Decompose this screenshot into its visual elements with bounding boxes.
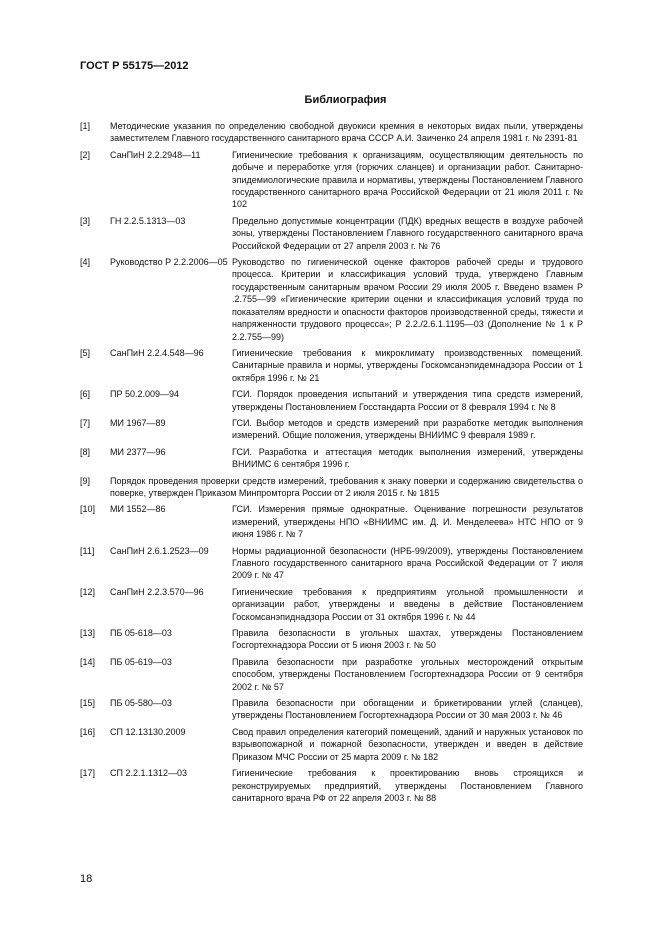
- bibliography-entry: [80, 697, 583, 722]
- entry-text: Предельно допустимые концентрации (ПДК) вредных веществ в воздухе рабочей зоны, утверждены Постановлением Главного государственного санитарного врача Российской Федерации от 27 апреля 2003 г. № 76: [232, 215, 583, 251]
- bibliography-entry: [80, 347, 583, 384]
- bibliography-entry: [80, 417, 583, 442]
- bibliography-entry: [80, 215, 583, 252]
- entry-text: ГСИ. Порядок проведения испытаний и утверждения типа средств измерений, утверждены Постановлением Госстандарта России от 8 февраля 1994 г. № 8: [232, 389, 583, 412]
- bibliography-title: Библиография: [304, 94, 387, 106]
- entry-text: Правила безопасности при разработке угольных месторождений открытым способом, утверждены Постановлением Госгортехнадзора России от 9 сентября 2002 г. № 57: [232, 656, 583, 692]
- entry-number: [17]: [80, 768, 96, 779]
- entry-text: Гигиенические требования к организациям, осуществляющим деятельность по добыче и переработке угля (горючих сланцев) и организации работ. Санитарно-эпидемиологические правила и нормативы, утверждены Постановлением Главного государственного санитарного врача Российской Федерации от 21 июля 2011 г. № 102: [232, 149, 583, 210]
- entry-number: [3]: [80, 215, 91, 226]
- bibliography-entry: [80, 656, 583, 693]
- entry-number: [8]: [80, 446, 91, 457]
- bibliography-entry: [80, 627, 583, 652]
- entry-text: Гигиенические требования к предприятиям угольной промышленности и организации работ, утверждены и введены в действие Постановлением Госкомсанэпиднадзора России от 31 октября 1996 г. № 44: [232, 586, 583, 622]
- entry-number: [1]: [80, 121, 91, 131]
- bibliography-entry: [80, 726, 583, 763]
- bibliography-entry: [80, 503, 583, 540]
- entry-code: ПБ 05-618—03: [110, 628, 172, 639]
- entry-text: ГСИ. Измерения прямые однократные. Оценивание погрешности результатов измерений, утверждены НПО «ВНИИМС им. Д. И. Менделеева» НТС НПО от 9 июня 1986 г. № 7: [232, 504, 583, 540]
- entry-number: [9]: [80, 475, 91, 486]
- entry-code: ПБ 05-619—03: [110, 656, 172, 667]
- entry-number: [6]: [80, 389, 91, 400]
- entry-text: ГСИ. Разработка и аттестация методик выполнения измерений, утверждены ВНИИМС 6 сентября 1996 г.: [232, 446, 583, 470]
- entry-text: Свод правил определения категорий помещений, зданий и наружных установок по взрывопожарной и пожарной безопасности, утвержден и введен в действие Приказом МЧС России от 25 марта 2009 г. № 182: [232, 726, 583, 762]
- entry-code: ПР 50.2.009—94: [110, 389, 180, 400]
- entry-code: СанПиН 2.2.3.570—96: [110, 586, 204, 597]
- entry-code: МИ 2377—96: [110, 446, 166, 457]
- entry-code: МИ 1552—86: [110, 504, 166, 515]
- document-header: ГОСТ Р 55175—2012: [80, 60, 189, 72]
- bibliography-entry: [80, 120, 583, 145]
- entry-text: Нормы радиационной безопасности (НРБ-99/2009), утверждены Постановлением Главного государственного санитарного врача Российской Федерации от 7 июля 2009 г. № 47: [232, 545, 583, 581]
- entry-number: [13]: [80, 628, 96, 639]
- entry-code: Руководство Р 2.2.2006—05: [110, 257, 228, 268]
- bibliography-entry: [80, 446, 583, 471]
- bibliography-entry: [80, 149, 583, 211]
- entry-number: [4]: [80, 257, 91, 268]
- entry-code: СП 12.13130.2009: [110, 726, 186, 737]
- bibliography-entry: [80, 475, 583, 500]
- entry-text: Гигиенические требования к проектированию вновь строящихся и реконструируемых предприятий, утверждены Постановлением Главного санитарного врача РФ от 22 апреля 2003 г. № 88: [232, 768, 583, 803]
- bibliography-entry: [80, 388, 583, 413]
- entry-code: СанПиН 2.6.1.2523—09: [110, 545, 209, 556]
- entry-text: Правила безопасности в угольных шахтах, утверждены Постановлением Госгортехнадзора России от 5 июня 2003 г. № 50: [232, 628, 583, 651]
- entry-code: ПБ 05-580—03: [110, 698, 172, 709]
- entry-code: МИ 1967—89: [110, 417, 166, 428]
- entry-code: ГН 2.2.5.1313—03: [110, 215, 186, 226]
- entry-number: [12]: [80, 586, 96, 597]
- bibliography-list: [80, 120, 583, 808]
- entry-code: СанПиН 2.2.2948—11: [110, 149, 201, 160]
- entry-number: [5]: [80, 347, 91, 358]
- entry-text: Методические указания по определению свободной двуокиси кремния в некоторых видах пыли, утверждены заместителем Главного государственного санитарного врача СССР А.И. Заиченко 24 апреля 1981 г. № 2391-81: [110, 121, 583, 144]
- entry-number: [16]: [80, 726, 96, 737]
- entry-text: Руководство по гигиенической оценке факторов рабочей среды и трудового процесса. Критерии и классификация условий труда, утверждено Главным государственным санитарным врачом России 29 июля 2005 г. Введено взамен Р .2.755—99 «Гигиенические критерии оценки и классификация условий труда по показателям вредности и опасности факторов производственной среды, тяжести и напряженности трудового процесса»; Р 2.2./2.6.1.1195—03 (Дополнение № 1 к Р 2.2.755—99): [232, 257, 583, 342]
- entry-code: СанПиН 2.2.4.548—96: [110, 347, 204, 358]
- entry-code: СП 2.2.1.1312—03: [110, 768, 188, 779]
- bibliography-entry: [80, 586, 583, 623]
- entry-text: Правила безопасности при обогащении и брикетировании углей (сланцев), утверждены Постановлением Госгортехнадзора России от 30 мая 2003 г. № 46: [232, 698, 583, 721]
- entry-number: [2]: [80, 149, 91, 160]
- entry-text: ГСИ. Выбор методов и средств измерений при разработке методик выполнения измерений. Общие положения, утверждены ВНИИМС 9 февраля 1989 г.: [232, 417, 583, 441]
- bibliography-entry: [80, 767, 583, 804]
- bibliography-entry: [80, 545, 583, 582]
- bibliography-entry: [80, 256, 583, 343]
- entry-text: Порядок проведения проверки средств измерений, требования к знаку поверки и содержанию свидетельства о поверке, утвержден Приказом Минпромторга России от 2 июля 2015 г. № 1815: [110, 475, 583, 498]
- entry-number: [11]: [80, 545, 95, 556]
- entry-number: [15]: [80, 698, 96, 709]
- page-number: 18: [80, 873, 93, 885]
- entry-number: [10]: [80, 504, 96, 515]
- entry-number: [14]: [80, 656, 96, 667]
- entry-number: [7]: [80, 417, 91, 428]
- entry-text: Гигиенические требования к микроклимату производственных помещений. Санитарные правила и нормы, утверждены Госкомсанэпидемнадзора России от 1 октября 1996 г. № 21: [232, 347, 583, 383]
